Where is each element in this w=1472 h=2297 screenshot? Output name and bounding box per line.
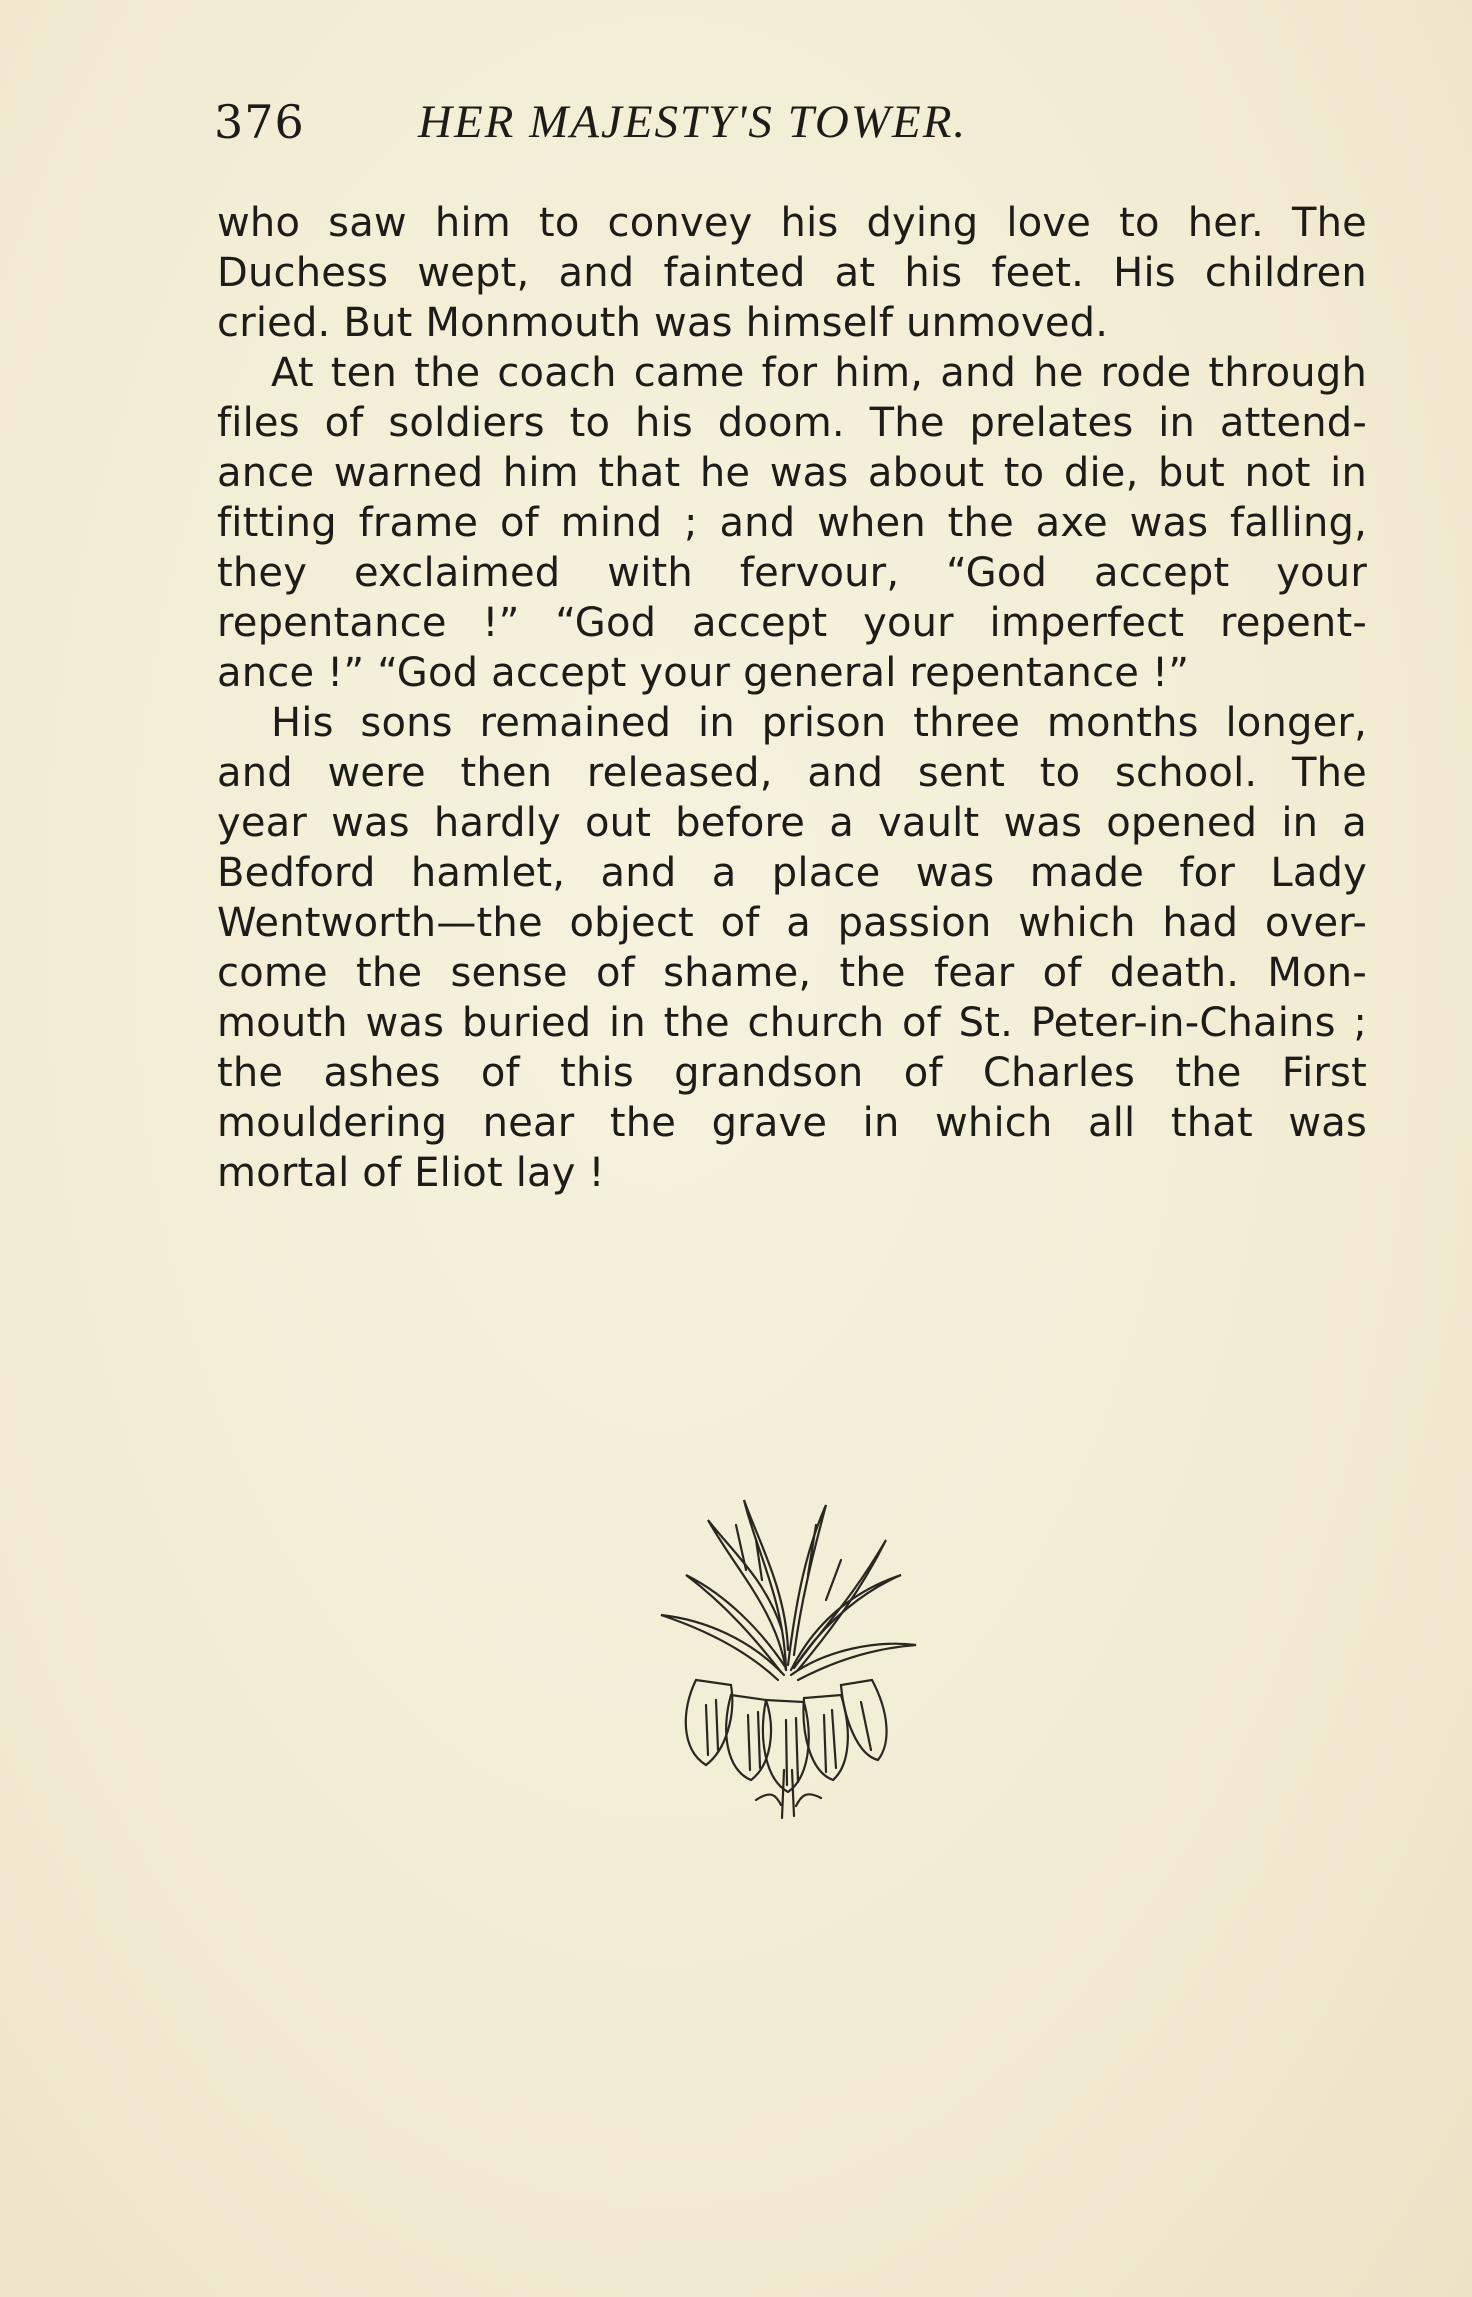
text-line: Duchess wept, and fainted at his feet. His children bbox=[217, 250, 1367, 296]
text-line: year was hardly out before a vault was opened in a bbox=[217, 800, 1367, 846]
text-line: At ten the coach came for him, and he rode through bbox=[271, 350, 1367, 396]
text-line: fitting frame of mind ; and when the axe was falling, bbox=[217, 500, 1367, 546]
text-line: cried. But Monmouth was himself unmoved. bbox=[217, 300, 1109, 346]
text-line: the ashes of this grandson of Charles the First bbox=[217, 1050, 1367, 1096]
text-line: Wentworth—the object of a passion which had over- bbox=[217, 900, 1367, 946]
page-number: 376 bbox=[214, 95, 305, 149]
text-line: ance warned him that he was about to die, but not in bbox=[217, 450, 1367, 496]
text-line: they exclaimed with fervour, “God accept your bbox=[217, 550, 1367, 596]
text-line: mortal of Eliot lay ! bbox=[217, 1150, 605, 1196]
text-line: mouth was buried in the church of St. Peter-in-Chains ; bbox=[217, 1000, 1367, 1046]
text-line: mouldering near the grave in which all that was bbox=[217, 1100, 1367, 1146]
text-line: come the sense of shame, the fear of death. Mon- bbox=[217, 950, 1367, 996]
text-line: files of soldiers to his doom. The prelates in attend- bbox=[217, 400, 1367, 446]
text-line: His sons remained in prison three months longer, bbox=[271, 700, 1367, 746]
text-line: who saw him to convey his dying love to her. The bbox=[217, 200, 1367, 246]
running-head: HER MAJESTY'S TOWER. bbox=[418, 96, 968, 148]
page-header bbox=[214, 95, 1214, 155]
floral-ornament-icon bbox=[636, 1480, 936, 1820]
text-line: Bedford hamlet, and a place was made for Lady bbox=[217, 850, 1367, 896]
text-line: ance !” “God accept your general repentance !” bbox=[217, 650, 1190, 696]
text-line: repentance !” “God accept your imperfect repent- bbox=[217, 600, 1367, 646]
text-line: and were then released, and sent to school. The bbox=[217, 750, 1367, 796]
